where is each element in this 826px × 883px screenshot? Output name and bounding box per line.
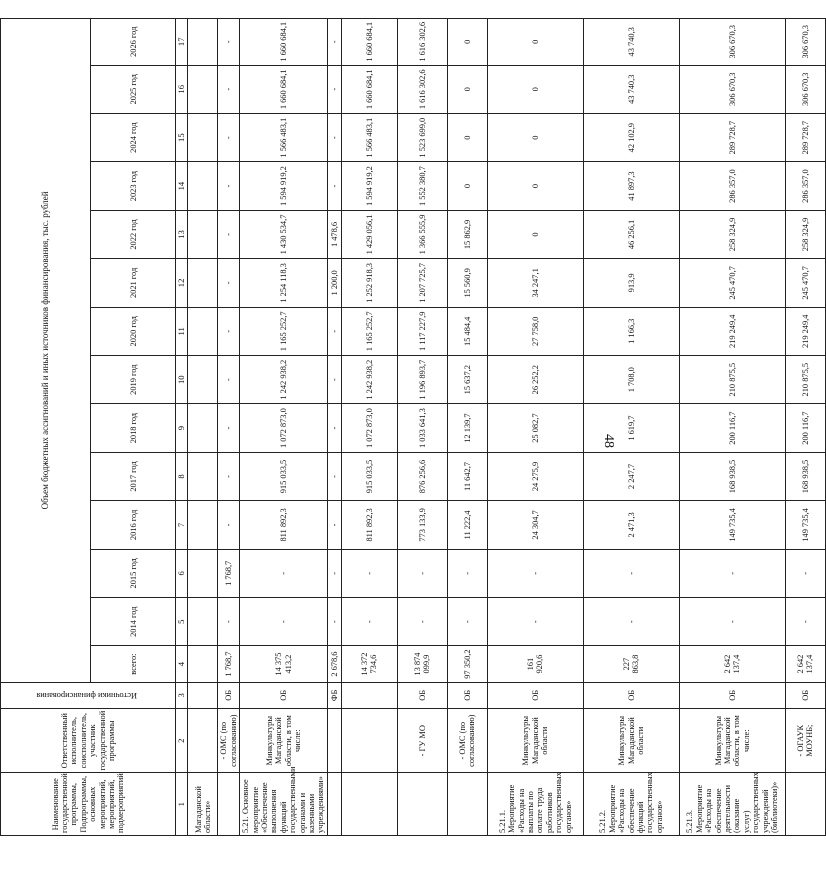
column-number: 1 bbox=[176, 773, 188, 836]
cell-name bbox=[447, 773, 487, 836]
cell-value bbox=[188, 162, 218, 210]
cell-value bbox=[188, 549, 218, 597]
cell-name: Магаданской области» bbox=[188, 773, 218, 836]
cell-value: - bbox=[218, 162, 240, 210]
cell-value: - bbox=[327, 404, 341, 452]
cell-value: 0 bbox=[487, 162, 583, 210]
cell-value: 0 bbox=[447, 65, 487, 113]
cell-source: ОБ bbox=[447, 682, 487, 708]
cell-value: 286 357,0 bbox=[679, 162, 785, 210]
cell-value: - bbox=[487, 549, 583, 597]
cell-name bbox=[341, 773, 397, 836]
cell-value: - bbox=[785, 549, 825, 597]
cell-value: 149 735,4 bbox=[785, 501, 825, 549]
cell-value: - bbox=[240, 549, 328, 597]
cell-value: - bbox=[341, 598, 397, 646]
cell-value: 210 875,5 bbox=[679, 356, 785, 404]
cell-name: 5.21.3. Мероприятие «Расходы на обеспечение деятельности (оказание услуг) государственных учреждений (библиотеки)» bbox=[679, 773, 785, 836]
table-row bbox=[327, 19, 341, 836]
cell-total: 2 678,6 bbox=[327, 646, 341, 682]
cell-value: - bbox=[327, 549, 341, 597]
cell-value: 1 242 938,2 bbox=[240, 356, 328, 404]
cell-value bbox=[188, 598, 218, 646]
cell-value: 258 324,9 bbox=[679, 210, 785, 258]
cell-value: 913,9 bbox=[583, 259, 679, 307]
table-row bbox=[785, 19, 825, 836]
cell-value: - bbox=[583, 549, 679, 597]
cell-value: - bbox=[218, 452, 240, 500]
header-year: 2016 год bbox=[91, 501, 176, 549]
cell-value: 24 304,7 bbox=[487, 501, 583, 549]
cell-value bbox=[188, 307, 218, 355]
cell-value: 0 bbox=[487, 113, 583, 161]
header-year: 2022 год bbox=[91, 210, 176, 258]
cell-value: 1 478,6 bbox=[327, 210, 341, 258]
cell-value: 289 728,7 bbox=[785, 113, 825, 161]
column-number: 8 bbox=[176, 452, 188, 500]
financing-table bbox=[0, 18, 826, 836]
cell-responsible: Минкультуры Магаданской области bbox=[583, 708, 679, 773]
cell-value: 168 938,5 bbox=[785, 452, 825, 500]
cell-value: 0 bbox=[447, 113, 487, 161]
cell-value: 0 bbox=[447, 162, 487, 210]
column-number: 9 bbox=[176, 404, 188, 452]
cell-source: ОБ bbox=[785, 682, 825, 708]
cell-source: ОБ bbox=[397, 682, 447, 708]
cell-value: 811 892,3 bbox=[341, 501, 397, 549]
cell-value: 26 252,2 bbox=[487, 356, 583, 404]
cell-value: 1 660 684,1 bbox=[341, 19, 397, 66]
cell-value: - bbox=[679, 549, 785, 597]
column-number: 16 bbox=[176, 65, 188, 113]
cell-value: 11 642,7 bbox=[447, 452, 487, 500]
table-row bbox=[447, 19, 487, 836]
cell-value: 25 082,7 bbox=[487, 404, 583, 452]
cell-value: 2 247,7 bbox=[583, 452, 679, 500]
cell-total: 2 642 137,4 bbox=[679, 646, 785, 682]
cell-source: ФБ bbox=[327, 682, 341, 708]
cell-value: 1 252 918,3 bbox=[341, 259, 397, 307]
cell-value: 15 560,9 bbox=[447, 259, 487, 307]
cell-value bbox=[188, 501, 218, 549]
cell-value: 24 275,9 bbox=[487, 452, 583, 500]
cell-value bbox=[188, 356, 218, 404]
cell-value: - bbox=[327, 452, 341, 500]
header-responsible: Ответственный исполнитель, соисполнитель, участник государственной программы bbox=[1, 708, 176, 773]
cell-value: 43 740,3 bbox=[583, 19, 679, 66]
column-number: 15 bbox=[176, 113, 188, 161]
cell-value: 245 470,7 bbox=[679, 259, 785, 307]
cell-value bbox=[188, 452, 218, 500]
cell-value: - bbox=[327, 65, 341, 113]
cell-value: 1 708,0 bbox=[583, 356, 679, 404]
cell-value: - bbox=[327, 356, 341, 404]
cell-source: ОБ bbox=[218, 682, 240, 708]
table-row bbox=[341, 19, 397, 836]
cell-value: - bbox=[397, 598, 447, 646]
cell-value: 306 670,3 bbox=[785, 19, 825, 66]
header-year: 2024 год bbox=[91, 113, 176, 161]
cell-value: 0 bbox=[487, 210, 583, 258]
header-year: 2026 год bbox=[91, 19, 176, 66]
cell-value: 1 072 873,0 bbox=[240, 404, 328, 452]
cell-name: 5.21. Основное мероприятие «Обеспечение выполнения функций государственными органами и казенными учреждениями» bbox=[240, 773, 328, 836]
table-row bbox=[679, 19, 785, 836]
cell-value: 1 165 252,7 bbox=[240, 307, 328, 355]
cell-responsible bbox=[188, 708, 218, 773]
cell-value: - bbox=[679, 598, 785, 646]
cell-value: - bbox=[218, 19, 240, 66]
cell-value: 41 897,3 bbox=[583, 162, 679, 210]
header-year: 2025 год bbox=[91, 65, 176, 113]
cell-source bbox=[341, 682, 397, 708]
cell-value: 1 566 483,1 bbox=[341, 113, 397, 161]
column-number: 14 bbox=[176, 162, 188, 210]
cell-value: 2 471,3 bbox=[583, 501, 679, 549]
cell-value: 258 324,9 bbox=[785, 210, 825, 258]
cell-value: 1 523 699,0 bbox=[397, 113, 447, 161]
header-name: Наименование государственной программы, Подпрограммы, основных мероприятий, мероприятий, подмероприятий bbox=[1, 773, 176, 836]
cell-value: - bbox=[327, 598, 341, 646]
cell-value: 876 256,6 bbox=[397, 452, 447, 500]
cell-value: 149 735,4 bbox=[679, 501, 785, 549]
column-number: 7 bbox=[176, 501, 188, 549]
cell-responsible: Минкультуры Магаданской области, в том числе: bbox=[240, 708, 328, 773]
header-source-label: Источники финансирования bbox=[36, 691, 138, 701]
cell-value: 27 758,0 bbox=[487, 307, 583, 355]
cell-value: 12 139,7 bbox=[447, 404, 487, 452]
cell-value bbox=[188, 404, 218, 452]
cell-value: 286 357,0 bbox=[785, 162, 825, 210]
cell-total: 14 372 734,6 bbox=[341, 646, 397, 682]
cell-total: 1 768,7 bbox=[218, 646, 240, 682]
cell-value: 210 875,5 bbox=[785, 356, 825, 404]
cell-name bbox=[785, 773, 825, 836]
cell-total: 227 863,8 bbox=[583, 646, 679, 682]
header-year: 2021 год bbox=[91, 259, 176, 307]
cell-value: - bbox=[218, 501, 240, 549]
cell-value: 1 616 302,6 bbox=[397, 65, 447, 113]
cell-value bbox=[188, 65, 218, 113]
cell-value: - bbox=[218, 404, 240, 452]
cell-responsible: Минкультуры Магаданской области, в том числе: bbox=[679, 708, 785, 773]
column-number: 11 bbox=[176, 307, 188, 355]
cell-value: 43 740,3 bbox=[583, 65, 679, 113]
cell-value: 1 166,3 bbox=[583, 307, 679, 355]
cell-value: - bbox=[487, 598, 583, 646]
financing-table-sheet bbox=[0, 18, 815, 836]
header-year: 2015 год bbox=[91, 549, 176, 597]
cell-name: 5.21.1. Мероприятие «Расходы на выплаты по оплате труда работников государственных органов» bbox=[487, 773, 583, 836]
cell-value: 1 200,0 bbox=[327, 259, 341, 307]
cell-value: - bbox=[218, 65, 240, 113]
cell-value: 1 566 483,1 bbox=[240, 113, 328, 161]
cell-value: - bbox=[218, 356, 240, 404]
cell-source: ОБ bbox=[583, 682, 679, 708]
table-row bbox=[397, 19, 447, 836]
header-source bbox=[1, 682, 176, 708]
header-financing: Объем бюджетных ассигнований и иных источников финансирования, тыс. рублей bbox=[1, 19, 91, 683]
page-number: 48 bbox=[601, 434, 616, 448]
cell-value bbox=[188, 210, 218, 258]
cell-value: 42 102,9 bbox=[583, 113, 679, 161]
cell-value: 11 222,4 bbox=[447, 501, 487, 549]
table-row bbox=[583, 19, 679, 836]
cell-total: 13 874 099,9 bbox=[397, 646, 447, 682]
cell-value: - bbox=[218, 259, 240, 307]
table-row bbox=[487, 19, 583, 836]
cell-value: - bbox=[397, 549, 447, 597]
cell-value: 773 133,9 bbox=[397, 501, 447, 549]
cell-value: 0 bbox=[487, 65, 583, 113]
cell-value: - bbox=[218, 598, 240, 646]
cell-value: 0 bbox=[447, 19, 487, 66]
cell-total: 161 920,6 bbox=[487, 646, 583, 682]
column-number-row bbox=[176, 19, 188, 836]
column-number: 17 bbox=[176, 19, 188, 66]
cell-value: 1 196 893,7 bbox=[397, 356, 447, 404]
cell-value: - bbox=[218, 113, 240, 161]
column-number: 10 bbox=[176, 356, 188, 404]
cell-value: 0 bbox=[487, 19, 583, 66]
cell-value: 1 660 684,1 bbox=[240, 19, 328, 66]
cell-value: 200 116,7 bbox=[679, 404, 785, 452]
cell-value: - bbox=[785, 598, 825, 646]
cell-value: 200 116,7 bbox=[785, 404, 825, 452]
cell-value: 306 670,3 bbox=[679, 19, 785, 66]
cell-responsible: - ОМС (по согласованию) bbox=[447, 708, 487, 773]
cell-value: 1 660 684,1 bbox=[240, 65, 328, 113]
cell-value: - bbox=[447, 549, 487, 597]
cell-value: 306 670,3 bbox=[785, 65, 825, 113]
cell-name bbox=[397, 773, 447, 836]
header-year: 2018 год bbox=[91, 404, 176, 452]
cell-value: 34 247,1 bbox=[487, 259, 583, 307]
column-number: 13 bbox=[176, 210, 188, 258]
cell-source bbox=[188, 682, 218, 708]
cell-value: 245 470,7 bbox=[785, 259, 825, 307]
cell-value: 1 430 534,7 bbox=[240, 210, 328, 258]
cell-value: - bbox=[583, 598, 679, 646]
cell-value: 1 660 684,1 bbox=[341, 65, 397, 113]
cell-value: 1 768,7 bbox=[218, 549, 240, 597]
cell-value bbox=[188, 259, 218, 307]
cell-source: ОБ bbox=[679, 682, 785, 708]
cell-value: 168 938,5 bbox=[679, 452, 785, 500]
header-year: 2014 год bbox=[91, 598, 176, 646]
cell-value: - bbox=[327, 307, 341, 355]
cell-value: 1 117 227,9 bbox=[397, 307, 447, 355]
cell-total: 14 375 413,2 bbox=[240, 646, 328, 682]
cell-value: - bbox=[341, 549, 397, 597]
column-number: 5 bbox=[176, 598, 188, 646]
cell-total: 97 350,2 bbox=[447, 646, 487, 682]
cell-value: - bbox=[327, 162, 341, 210]
cell-value bbox=[188, 19, 218, 66]
cell-total: 2 642 137,4 bbox=[785, 646, 825, 682]
cell-responsible: - ГУ МО bbox=[397, 708, 447, 773]
column-number: 12 bbox=[176, 259, 188, 307]
cell-value: 1 366 555,9 bbox=[397, 210, 447, 258]
header-year: 2017 год bbox=[91, 452, 176, 500]
cell-value: - bbox=[218, 307, 240, 355]
cell-responsible: Минкультуры Магаданской области bbox=[487, 708, 583, 773]
header-year: 2019 год bbox=[91, 356, 176, 404]
cell-value: 1 033 641,3 bbox=[397, 404, 447, 452]
cell-value: 306 670,3 bbox=[679, 65, 785, 113]
header-year: 2020 год bbox=[91, 307, 176, 355]
cell-responsible bbox=[327, 708, 341, 773]
cell-value: 1 207 725,7 bbox=[397, 259, 447, 307]
cell-value: 219 249,4 bbox=[785, 307, 825, 355]
cell-value: 1 616 302,6 bbox=[397, 19, 447, 66]
cell-value: 1 594 919,2 bbox=[240, 162, 328, 210]
cell-value: 915 033,5 bbox=[240, 452, 328, 500]
cell-value: 1 429 056,1 bbox=[341, 210, 397, 258]
header-year: 2023 год bbox=[91, 162, 176, 210]
cell-name bbox=[218, 773, 240, 836]
cell-value: 46 256,1 bbox=[583, 210, 679, 258]
cell-value: 15 862,9 bbox=[447, 210, 487, 258]
table-row bbox=[188, 19, 218, 836]
cell-value: 1 165 252,7 bbox=[341, 307, 397, 355]
cell-value: - bbox=[240, 598, 328, 646]
cell-value: - bbox=[218, 210, 240, 258]
cell-source: ОБ bbox=[240, 682, 328, 708]
column-number: 6 bbox=[176, 549, 188, 597]
table-body bbox=[188, 19, 825, 836]
cell-value: - bbox=[327, 501, 341, 549]
header-total: всего: bbox=[91, 646, 176, 682]
cell-name: 5.21.2. Мероприятие «Расходы на обеспечение функций государственных органов» bbox=[583, 773, 679, 836]
cell-value: - bbox=[447, 598, 487, 646]
cell-responsible: - ОГАУК МОУНБ; bbox=[785, 708, 825, 773]
cell-value: 915 033,5 bbox=[341, 452, 397, 500]
cell-value: 1 072 873,0 bbox=[341, 404, 397, 452]
cell-name bbox=[327, 773, 341, 836]
cell-value: 1 552 380,7 bbox=[397, 162, 447, 210]
table-row bbox=[218, 19, 240, 836]
cell-value: 1 242 938,2 bbox=[341, 356, 397, 404]
cell-value bbox=[188, 113, 218, 161]
table-row bbox=[240, 19, 328, 836]
cell-value: 1 619,7 bbox=[583, 404, 679, 452]
cell-value: 289 728,7 bbox=[679, 113, 785, 161]
cell-value: - bbox=[327, 113, 341, 161]
cell-responsible bbox=[341, 708, 397, 773]
cell-value: - bbox=[327, 19, 341, 66]
column-number: 2 bbox=[176, 708, 188, 773]
column-number: 4 bbox=[176, 646, 188, 682]
cell-value: 219 249,4 bbox=[679, 307, 785, 355]
cell-value: 15 484,4 bbox=[447, 307, 487, 355]
cell-source: ОБ bbox=[487, 682, 583, 708]
cell-value: 15 637,2 bbox=[447, 356, 487, 404]
cell-value: 1 254 118,3 bbox=[240, 259, 328, 307]
cell-responsible: - ОМС (по согласованию) bbox=[218, 708, 240, 773]
cell-total bbox=[188, 646, 218, 682]
cell-value: 811 892,3 bbox=[240, 501, 328, 549]
cell-value: 1 594 919,2 bbox=[341, 162, 397, 210]
column-number: 3 bbox=[176, 682, 188, 708]
